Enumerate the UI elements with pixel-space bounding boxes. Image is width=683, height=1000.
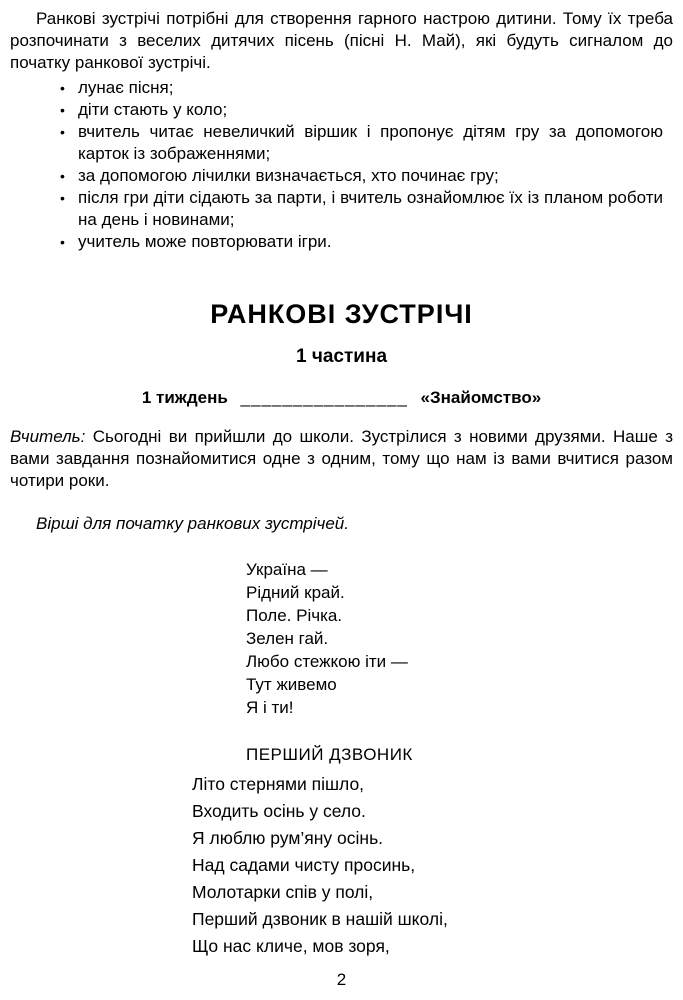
intro-paragraph: Ранкові зустрічі потрібні для створення гарного настрою дитини. Тому їх треба розпочинати з веселих дитячих пісень (пісні Н. Май), які будуть сигналом до початку ранкової зустрічі. [10, 9, 673, 72]
poem-line: Я люблю рум’яну осінь. [192, 828, 384, 848]
teacher-paragraph [10, 426, 673, 492]
poem-line: Зелен гай. [246, 629, 329, 648]
poem-first-bell-title: ПЕРШИЙ ДЗВОНИК [246, 745, 413, 764]
week-line [10, 388, 673, 408]
teacher-text: Сьогодні ви прийшли до школи. Зустрілися з новими друзями. Наше з вами завдання познайомитися одне з одним, тому що нам із вами вчитися разом чотири роки. [10, 427, 673, 490]
poem-line: Що нас кличе, мов зоря, [192, 936, 390, 956]
poem-line: Україна — [246, 560, 328, 579]
teacher-label: Вчитель: [10, 427, 86, 446]
bullet-text: діти стають у коло; [78, 100, 228, 119]
bullet-text: після гри діти сідають за парти, і вчитель ознайомлює їх із планом роботи на день і новинами; [78, 188, 663, 229]
poem-line: Перший дзвоник в нашій школі, [192, 909, 448, 929]
bullet-item [58, 165, 663, 187]
bullet-list [58, 77, 663, 253]
poem-line: Поле. Річка. [246, 606, 343, 625]
bullet-text: за допомогою лічилки визначається, хто починає гру; [78, 166, 499, 185]
poem-first-bell [192, 771, 673, 960]
bullet-icon: • [60, 190, 65, 206]
bullet-item [58, 77, 663, 99]
bullet-icon: • [60, 234, 65, 250]
poem-line: Літо стернями пішло, [192, 774, 365, 794]
bullet-icon: • [60, 80, 65, 96]
bullet-item [58, 121, 663, 165]
poem-line: Входить осінь у село. [192, 801, 366, 821]
page-number: 2 [336, 970, 347, 989]
week-prefix: 1 тиждень [141, 388, 228, 407]
poems-intro: Вірші для початку ранкових зустрічей. [36, 514, 349, 533]
poem-line: Молотарки спів у полі, [192, 882, 374, 902]
poem-line: Над садами чисту просинь, [192, 855, 416, 875]
bullet-item [58, 99, 663, 121]
poem-ukraine [246, 558, 673, 719]
bullet-item [58, 231, 663, 253]
week-topic: «Знайомство» [420, 388, 542, 407]
poem-line: Рідний край. [246, 583, 345, 602]
bullet-icon: • [60, 124, 65, 140]
poem-line: Тут живемо [246, 675, 337, 694]
poem-line: Я і ти! [246, 698, 294, 717]
poem-line: Любо стежкою іти — [246, 652, 408, 671]
bullet-item [58, 187, 663, 231]
bullet-text: лунає пісня; [78, 78, 174, 97]
fill-in-blank: ________________ [240, 388, 408, 407]
bullet-text: учитель може повторювати ігри. [78, 232, 332, 251]
bullet-icon: • [60, 168, 65, 184]
bullet-icon: • [60, 102, 65, 118]
page-title: РАНКОВІ ЗУСТРІЧІ [210, 299, 473, 329]
part-heading: 1 частина [295, 346, 388, 367]
bullet-text: вчитель читає невеличкий віршик і пропонує дітям гру за допомогою карток із зображеннями; [78, 122, 663, 163]
